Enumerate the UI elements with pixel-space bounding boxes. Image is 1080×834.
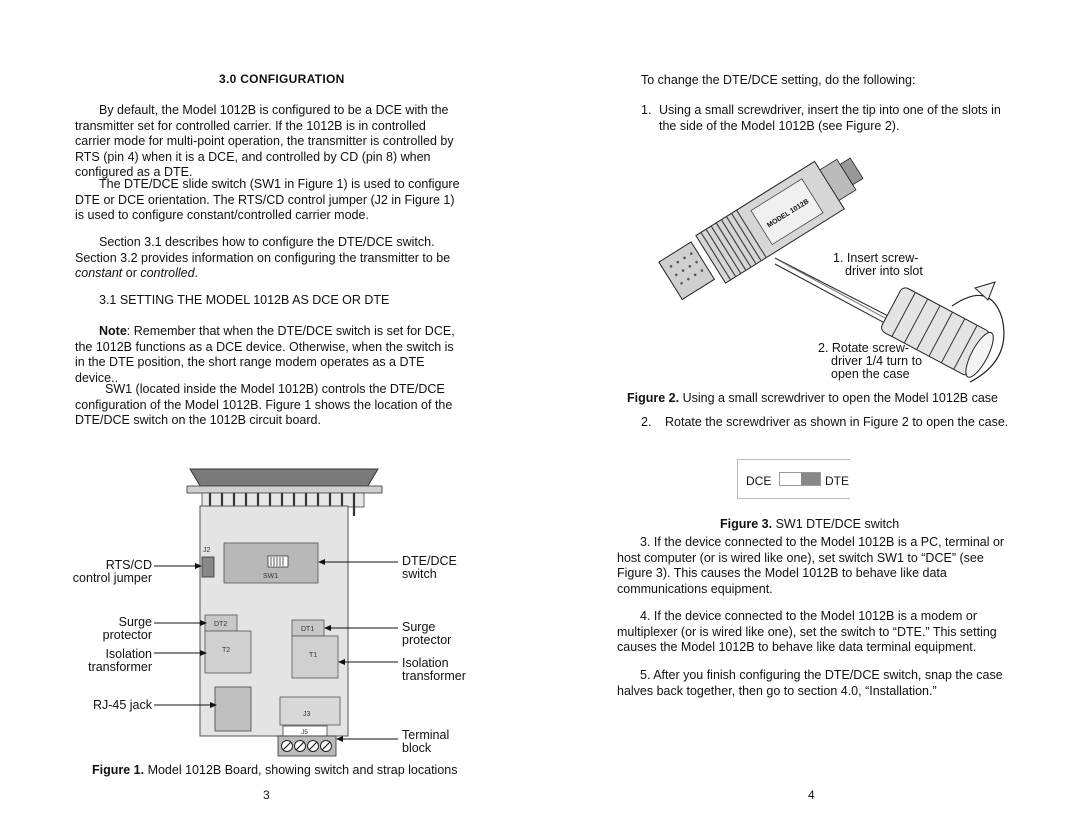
fig2-label1-line2: driver into slot [845, 264, 923, 278]
paragraph-note: Note: Remember that when the DTE/DCE switch is set for DCE, the 1012B functions as a DCE device. Otherwise, when the switch is in the DTE position, the short range modem operates as a DTE device.. [75, 324, 455, 385]
switch-slider-track [779, 472, 821, 486]
label-surge-left: Surge [118, 615, 152, 629]
label-transformer-right: transformer [402, 669, 466, 683]
board-label-t2: T2 [222, 647, 231, 654]
label-isolation-right: Isolation [402, 656, 449, 670]
label-terminal: Terminal [402, 728, 450, 742]
page-number-right: 4 [808, 788, 815, 802]
board-label-dt1: DT1 [301, 626, 315, 633]
figure1-caption: Figure 1. Model 1012B Board, showing switch and strap locations [92, 763, 458, 777]
label-switch: switch [402, 567, 437, 581]
board-label-t1: T1 [309, 652, 318, 659]
board-label-j3: J3 [303, 711, 311, 718]
label-block: block [402, 741, 432, 755]
label-rts-cd: RTS/CD [105, 558, 152, 572]
paragraph-step5: 5. After you finish configuring the DTE/DCE switch, snap the case halves back together, then go to section 4.0, “Installation.” [617, 668, 1003, 698]
paragraph-sw1: SW1 (located inside the Model 1012B) controls the DTE/DCE configuration of the Model 1012B. Figure 1 shows the location of the DTE/DCE switch on the 1012B circuit board. [75, 382, 453, 427]
switch-label-dte: DTE [825, 474, 849, 488]
label-surge-right: Surge [402, 620, 436, 634]
fig2-label2-line3: open the case [831, 367, 910, 381]
label-transformer-left: transformer [88, 660, 152, 674]
step1-text: Using a small screwdriver, insert the tip into one of the slots in the side of the Model 1012B (see Figure 2). [659, 103, 1001, 133]
switch-label-dce: DCE [746, 474, 772, 488]
board-label-sw1: SW1 [263, 573, 279, 580]
label-rj45-jack: RJ-45 jack [92, 698, 152, 712]
label-protector-left: protector [102, 628, 152, 642]
step2-text: Rotate the screwdriver as shown in Figure 2 to open the case. [665, 415, 1009, 429]
paragraph-sections: Section 3.1 describes how to configure the DTE/DCE switch. Section 3.2 provides information on configuring the transmitter to be constant or controlled. [75, 235, 451, 280]
paragraph-step3: 3. If the device connected to the Model 1012B is a PC, terminal or host computer (or is wired like one), set switch SW1 to “DCE” (see Figure 3). This causes the Model 1012B to behave like data communications equipment. [617, 535, 1005, 596]
fig2-label2-line1: 2. Rotate screw- [818, 341, 910, 355]
note-label: Note [99, 324, 127, 338]
step2-number: 2. [641, 415, 652, 429]
figure2-caption: Figure 2. Using a small screwdriver to open the Model 1012B case [627, 391, 999, 405]
section-heading: 3.0 CONFIGURATION [219, 72, 345, 86]
step1-number: 1. [641, 103, 652, 117]
paragraph-default-config: By default, the Model 1012B is configured to be a DCE with the transmitter set for controlled carrier. If the 1012B is in controlled carrier mode for multi-point operation, the transmitter is controlled by RTS (pin 4) when it is a DCE, and controlled by CD (pin 8) when configured as a DTE. [75, 103, 454, 179]
label-isolation-left: Isolation [105, 647, 152, 661]
paragraph-step4: 4. If the device connected to the Model 1012B is a modem or multiplexer (or is wired like one), set the switch to “DTE.” This setting causes the Model 1012B to behave like data terminal equipment. [617, 609, 997, 654]
subsection-heading: 3.1 SETTING THE MODEL 1012B AS DCE OR DTE [99, 293, 390, 307]
fig2-label2-line2: driver 1/4 turn to [831, 354, 923, 368]
switch-slider-knob [801, 473, 820, 485]
device-model-label: MODEL 1012B [766, 198, 811, 230]
label-control-jumper: control jumper [72, 571, 152, 585]
board-label-j5: J5 [301, 729, 308, 736]
label-dte-dce: DTE/DCE [402, 554, 457, 568]
board-label-dt2: DT2 [214, 621, 228, 628]
right-intro: To change the DTE/DCE setting, do the following: [641, 73, 916, 87]
fig2-label1-line1: 1. Insert screw- [833, 251, 919, 265]
board-label-j2: J2 [203, 547, 211, 554]
page-number-left: 3 [263, 788, 270, 802]
label-protector-right: protector [402, 633, 452, 647]
paragraph-slide-switch: The DTE/DCE slide switch (SW1 in Figure 1) is used to configure DTE or DCE orientation. The RTS/CD control jumper (J2 in Figure 1) is used to configure constant/controlled carrier mode. [75, 177, 460, 222]
figure3-caption: Figure 3. SW1 DTE/DCE switch [720, 517, 900, 531]
